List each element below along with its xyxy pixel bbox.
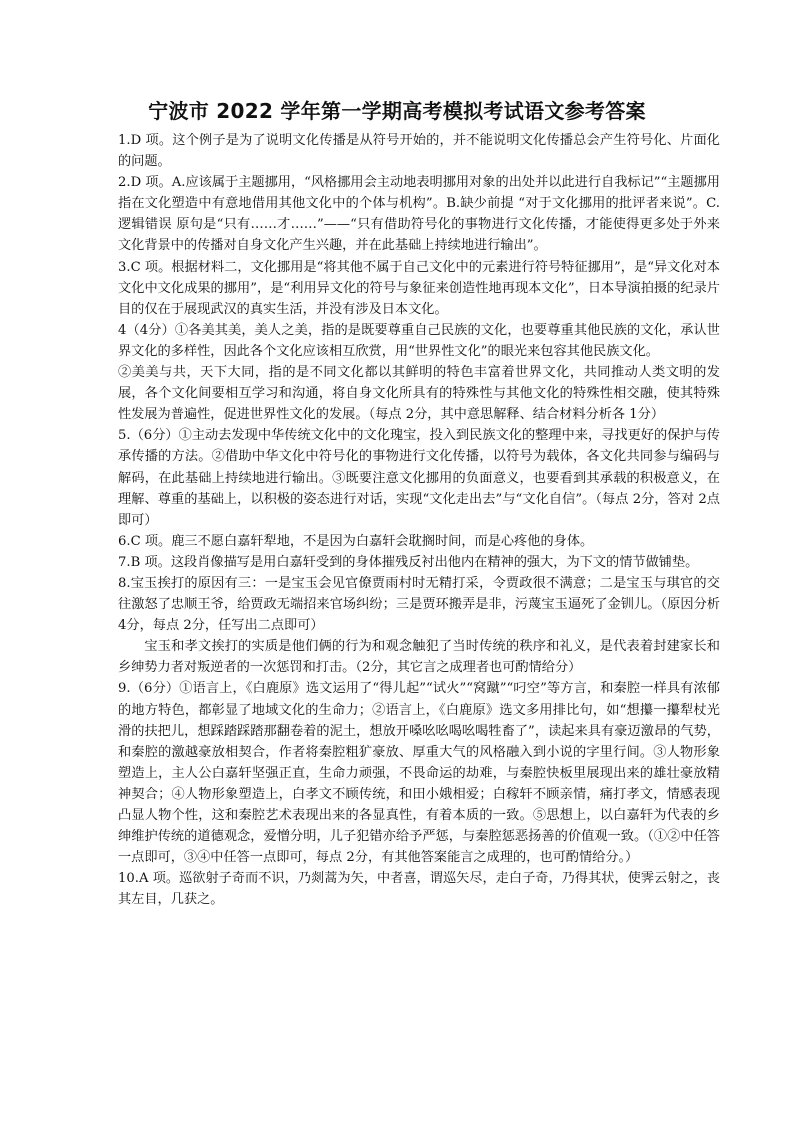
answer-7: 7.B 项。这段肖像描写是用白嘉轩受到的身体摧残反衬出他内在精神的强大，为下文的情节做铺垫。 (118, 554, 699, 570)
answer-10: 10.A 项。巡欲射子奇而不识，乃剡蒿为矢，中者喜，谓巡矢尽，走白子奇，乃得其状，使霁云射之，丧其左目，几获之。 (118, 871, 720, 908)
answer-9: 9.（6分）①语言上，《白鹿原》选文运用了“得儿起”“试火”“窝蹴”“叼空”等方言，和秦腔一样具有浓郁的地方特色，都彰显了地域文化的生命力；②语言上，《白鹿原》选文多用排比句，如“想攥一攥犁杖光滑的扶把儿，想踩踏踩踏那翻卷着的泥土，想放开嗓吆吆喝吆喝牲畜了”，读起来具有豪迈激昂的气势，和秦腔的激越豪放相契合，作者将秦腔粗犷豪放、厚重大气的风格融入到小说的字里行间。③人物形象塑造上，主人公白嘉轩坚强正直，生命力顽强，不畏命运的劫难，与秦腔快板里展现出来的雄壮豪放精神契合；④人物形象塑造上，白孝文不顾传统，和田小娥相爱；白稼轩不顾亲情，痛打孝文，情感表现凸显人物个性，这和秦腔艺术表现出来的各显真性，有着本质的一致。⑤思想上，以白嘉轩为代表的乡绅维护传统的道德观念，爱憎分明，儿子犯错亦给予严惩，与秦腔惩恶扬善的价值观一致。（①②中任答一点即可，③④中任答一点即可，每点 2分，有其他答案能言之成理的，也可酌情给分。） (118, 681, 720, 866)
answer-8-part-1: 8.宝玉挨打的原因有三：一是宝玉会见官僚贾雨村时无精打采，令贾政很不满意；二是宝玉与琪官的交往激怒了忠顺王爷，给贾政无端招来官场纠纷；三是贾环搬弄是非，污蔑宝玉逼死了金钏儿。（原因分析 4分，每点 2分，任写出二点即可） (118, 575, 720, 634)
answer-list (118, 130, 720, 910)
answer-4-point-2: ②美美与共，天下大同，指的是不同文化都以其鲜明的特色丰富着世界文化，共同推动人类文明的发展，各个文化间要相互学习和沟通，将自身文化所具有的特殊性与其他文化的特殊性相交融，使其特殊性发展为普遍性，促进世界性文化的发展。（每点 2分，其中意思解释、结合材料分析各 1分） (118, 365, 720, 423)
answer-5: 5.（6分）①主动去发现中华传统文化中的文化瑰宝，投入到民族文化的整理中来，寻找更好的保护与传承传播的方法。②借助中华文化中符号化的事物进行文化传播，以符号为载体，各文化共同参与编码与解码，在此基础上持续地进行输出。③既要注意文化挪用的负面意义，也要看到其承载的积极意义，在理解、尊重的基础上，以积极的姿态进行对话，实现“文化走出去”与“文化自信”。（每点 2分，答对 2点即可） (118, 428, 720, 528)
answer-8-part-2: 宝玉和孝文挨打的实质是他们俩的行为和观念触犯了当时传统的秩序和礼义，是代表着封建家长和乡绅势力者对叛逆者的一次惩罚和打击。（2分，其它言之成理者也可酌情给分） (118, 639, 720, 676)
answer-1: 1.D 项。这个例子是为了说明文化传播是从符号开始的，并不能说明文化传播总会产生符号化、片面化的问题。 (118, 133, 720, 170)
answer-6: 6.C 项。鹿三不愿白嘉轩犁地，不是因为白嘉轩会耽搁时间，而是心疼他的身体。 (118, 533, 594, 549)
document-title: 宁波市 2022 学年第一学期高考模拟考试语文参考答案 (148, 99, 646, 123)
answer-3: 3.C 项。根据材料二，文化挪用是“将其他不属于自己文化中的元素进行符号特征挪用”，是“异文化对本文化中文化成果的挪用”，是“利用异文化的符号与象征来创造性地再现本文化”，日本导演拍摄的纪录片目的仅在于展现武汉的真实生活，并没有涉及日本文化。 (118, 259, 720, 317)
answer-2: 2.D 项。A.应该属于主题挪用，“风格挪用会主动地表明挪用对象的出处并以此进行自我标记”“主题挪用指在文化塑造中有意地借用其他文化中的个体与机构”。B.缺少前提 “对于文化挪用的批评者来说”。C.逻辑错误 原句是“只有……才……”——“只有借助符号化的事物进行文化传播，才能使得更多处于外来文化背景中的传播对自身文化产生兴趣，并在此基础上持续地进行输出”。 (118, 175, 720, 254)
answer-4-point-1: 4（4分）①各美其美，美人之美，指的是既要尊重自己民族的文化，也要尊重其他民族的文化，承认世界文化的多样性，因此各个文化应该相互欣赏，用“世界性文化”的眼光来包容其他民族文化。 (118, 322, 720, 359)
